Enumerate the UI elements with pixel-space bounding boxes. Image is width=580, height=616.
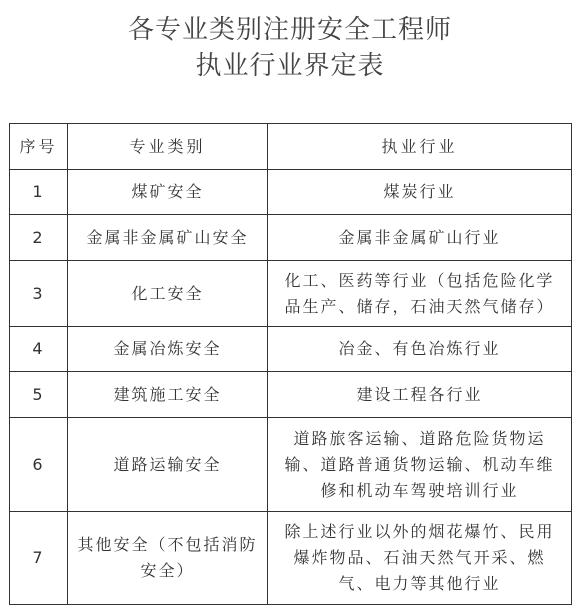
cell-serial: 7 (10, 512, 68, 605)
header-serial: 序号 (10, 124, 68, 170)
cell-serial: 5 (10, 372, 68, 418)
cell-serial: 4 (10, 327, 68, 372)
table-row (10, 372, 572, 418)
cell-category: 化工安全 (68, 261, 268, 327)
cell-category: 金属非金属矿山安全 (68, 215, 268, 261)
cell-category: 金属冶炼安全 (68, 327, 268, 372)
header-category: 专业类别 (68, 124, 268, 170)
table-row (10, 261, 572, 327)
cell-industry: 道路旅客运输、道路危险货物运输、道路普通货物运输、机动车维修和机动车驾驶培训行业 (268, 418, 572, 512)
table-row (10, 215, 572, 261)
cell-category: 其他安全（不包括消防安全） (68, 512, 268, 605)
cell-industry: 金属非金属矿山行业 (268, 215, 572, 261)
title-line-2: 执业行业界定表 (195, 51, 385, 81)
cell-serial: 3 (10, 261, 68, 327)
cell-serial: 1 (10, 170, 68, 215)
cell-category: 煤矿安全 (68, 170, 268, 215)
header-industry: 执业行业 (268, 124, 572, 170)
cell-serial: 6 (10, 418, 68, 512)
cell-industry: 建设工程各行业 (268, 372, 572, 418)
cell-category: 建筑施工安全 (68, 372, 268, 418)
cell-industry: 除上述行业以外的烟花爆竹、民用爆炸物品、石油天然气开采、燃气、电力等其他行业 (268, 512, 572, 605)
cell-serial: 2 (10, 215, 68, 261)
cell-industry: 冶金、有色冶炼行业 (268, 327, 572, 372)
table-header-row (10, 124, 572, 170)
cell-category: 道路运输安全 (68, 418, 268, 512)
cell-industry: 化工、医药等行业（包括危险化学品生产、储存，石油天然气储存） (268, 261, 572, 327)
table-row (10, 327, 572, 372)
table-row (10, 512, 572, 605)
industry-table (9, 123, 572, 605)
title-line-1: 各专业类别注册安全工程师 (127, 15, 452, 45)
cell-industry: 煤炭行业 (268, 170, 572, 215)
document-title (0, 12, 580, 84)
table-row (10, 418, 572, 512)
table-row (10, 170, 572, 215)
